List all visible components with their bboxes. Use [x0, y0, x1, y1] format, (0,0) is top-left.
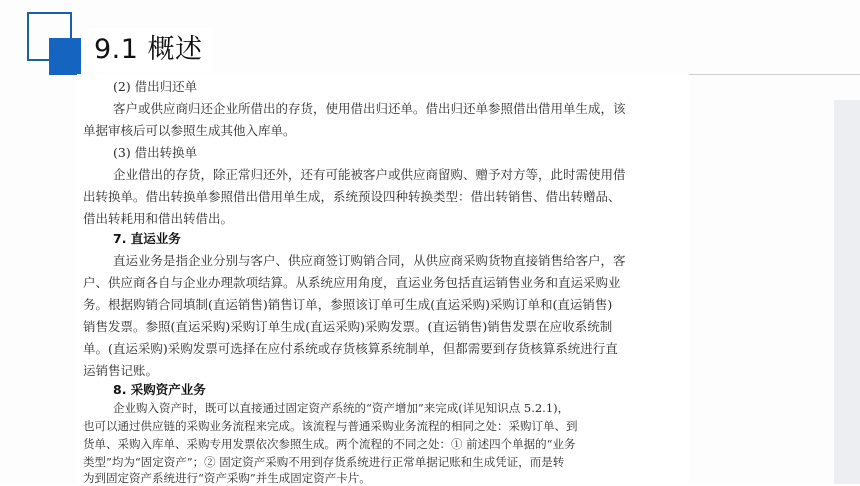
- paragraph-line: 企业购入资产时，既可以直接通过固定资产系统的“资产增加”来完成(详见知识点 5.2.1)，: [113, 401, 570, 415]
- section-heading: (3) 借出转换单: [113, 145, 198, 160]
- paragraph-line: 出转换单。借出转换单参照借出借用单生成，系统预设四种转换类型：借出转销售、借出转赠品、: [83, 189, 621, 204]
- slide-title: 9.1 概述: [94, 34, 203, 65]
- paragraph-line: 务。根据购销合同填制(直运销售)销售订单，参照该订单可生成(直运采购)采购订单和(直运销售): [83, 297, 613, 312]
- paragraph-line: 类型”均为“固定资产”；② 固定资产采购不用到存货系统进行正常单据记账和生成凭证，而是转: [83, 455, 565, 469]
- section-heading: 8. 采购资产业务: [113, 382, 206, 397]
- paragraph-line: 客户或供应商归还企业所借出的存货，使用借出归还单。借出归还单参照借出借用单生成，该: [113, 101, 626, 116]
- paragraph-line: 也可以通过供应链的采购业务流程来完成。该流程与普通采购业务流程的相同之处：采购订单、到: [83, 419, 578, 433]
- paragraph-line: 单。(直运采购)采购发票可选择在应付系统或存货核算系统制单，但都需要到存货核算系统进行直: [83, 341, 618, 356]
- paragraph-line: 运销售记账。: [83, 363, 159, 378]
- title-decoration-square: [49, 38, 81, 75]
- paragraph-line: 单据审核后可以参照生成其他入库单。: [83, 123, 296, 138]
- right-side-band: [834, 100, 860, 484]
- paragraph-line: 户、供应商各自与企业办理款项结算。从系统应用角度，直运业务包括直运销售业务和直运采购业: [83, 275, 621, 290]
- paragraph-line: 为到固定资产系统进行“资产采购”并生成固定资产卡片。: [83, 471, 371, 485]
- document-image: [77, 74, 689, 484]
- paragraph-line: 借出转耗用和借出转借出。: [83, 211, 234, 226]
- paragraph-line: 销售发票。参照(直运采购)采购订单生成(直运采购)采购发票。(直运销售)销售发票在应收系统制: [83, 319, 613, 334]
- section-heading: (2) 借出归还单: [113, 79, 198, 94]
- paragraph-line: 直运业务是指企业分别与客户、供应商签订购销合同，从供应商采购货物直接销售给客户，客: [113, 253, 626, 268]
- paragraph-line: 货单、采购入库单、采购专用发票依次参照生成。两个流程的不同之处：① 前述四个单据的“业务: [83, 437, 576, 451]
- paragraph-line: 企业借出的存货，除正常归还外，还有可能被客户或供应商留购、赠予对方等，此时需使用借: [113, 167, 626, 182]
- section-heading: 7. 直运业务: [113, 231, 181, 246]
